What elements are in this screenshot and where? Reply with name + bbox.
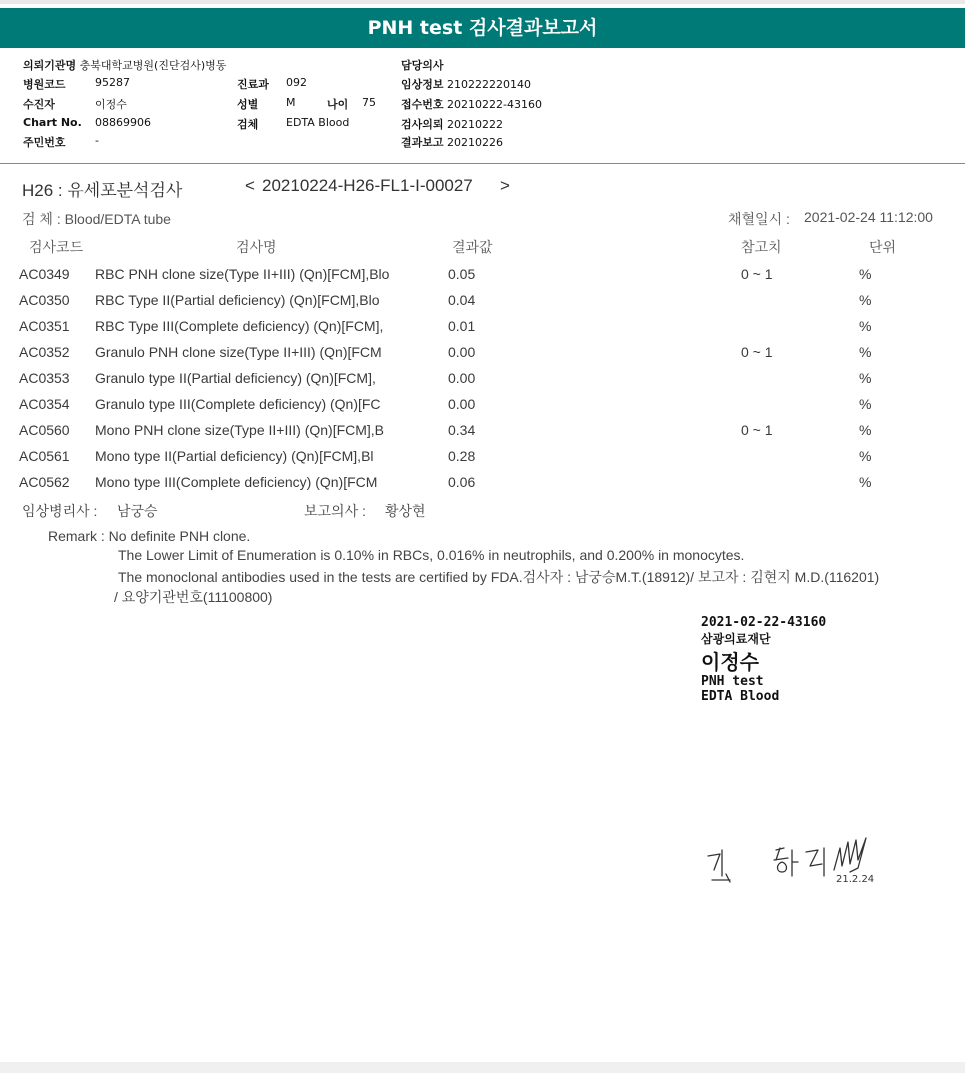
row-result: 0.01 [448,318,476,334]
institution-label: 의뢰기관명 [23,59,77,72]
reception-value: 20210222-43160 [447,98,542,111]
chart-value: 08869906 [95,116,151,129]
rrn-label: 주민번호 [23,136,66,149]
stamp-line-4: PNH test [701,674,764,689]
row-unit: % [859,292,872,308]
row-unit: % [859,396,872,412]
row-name: RBC Type III(Complete deficiency) (Qn)[FCM], [95,318,384,334]
collector-label: 수진자 [23,98,55,111]
table-row [0,474,965,500]
sex-label: 성별 [237,98,259,111]
header-unit: 단위 [869,239,897,255]
table-row [0,292,965,318]
doctor-label: 담당의사 [401,59,444,72]
dept-value: 092 [286,76,307,89]
institution-value: 충북대학교병원(진단검사)병동 [79,59,227,72]
row-name: Granulo PNH clone size(Type II+III) (Qn)[FCM [95,344,382,360]
prev-record-button[interactable]: < [245,176,255,195]
remark-line-2: The Lower Limit of Enumeration is 0.10% in RBCs, 0.016% in neutrophils, and 0.200% in monocytes. [118,547,745,563]
row-code: AC0349 [19,266,70,282]
row-code: AC0350 [19,292,70,308]
row-unit: % [859,474,872,490]
row-name: RBC PNH clone size(Type II+III) (Qn)[FCM],Blo [95,266,390,282]
row-code: AC0353 [19,370,70,386]
table-row [0,422,965,448]
row-ref: 0 ~ 1 [741,422,773,438]
clinical-label: 임상정보 [401,78,444,91]
row-result: 0.00 [448,370,476,386]
chart-label: Chart No. [23,116,82,129]
row-name: Mono type III(Complete deficiency) (Qn)[FCM [95,474,378,490]
header-ref: 참고치 [741,239,782,255]
remark-line-1: Remark : No definite PNH clone. [48,528,251,544]
report-date-value: 20210226 [447,136,504,149]
stamp-line-3: 이정수 [701,650,759,674]
specimen-label: 검체 [237,118,259,131]
divider [0,163,965,164]
report-date-label: 결과보고 [401,136,444,149]
row-ref: 0 ~ 1 [741,344,773,360]
table-header [0,237,965,263]
specimen-value: EDTA Blood [286,116,350,129]
request-value: 20210222 [447,118,504,131]
row-name: Mono PNH clone size(Type II+III) (Qn)[FCM],B [95,422,385,438]
table-row [0,448,965,474]
row-unit: % [859,318,872,334]
collected-label: 채혈일시 : [728,211,790,227]
row-code: AC0351 [19,318,70,334]
header-result: 결과값 [452,239,493,255]
row-ref: 0 ~ 1 [741,266,773,282]
row-result: 0.28 [448,448,476,464]
stamp-line-1: 2021-02-22-43160 [701,615,827,630]
row-unit: % [859,422,872,438]
row-code: AC0354 [19,396,70,412]
row-result: 0.00 [448,396,476,412]
row-name: Granulo type III(Complete deficiency) (Qn)[FC [95,396,381,412]
dept-label: 진료과 [237,78,269,91]
table-row [0,266,965,292]
record-code: 20210224-H26-FL1-I-00027 [262,176,473,195]
sex-value: M [286,96,296,109]
row-result: 0.04 [448,292,476,308]
signature-date: 21.2.24 [836,874,875,885]
row-result: 0.05 [448,266,476,282]
specimen-text: 검 체 : Blood/EDTA tube [22,211,171,227]
top-border [0,0,965,4]
pathologist-value: 남궁승 [117,503,158,519]
reporter-label: 보고의사 : [304,503,366,519]
header-code: 검사코드 [29,239,84,255]
pathologist-label: 임상병리사 : [22,503,98,519]
request-label: 검사의뢰 [401,118,444,131]
row-name: RBC Type II(Partial deficiency) (Qn)[FCM],Blo [95,292,380,308]
age-value: 75 [362,96,376,109]
row-unit: % [859,266,872,282]
clinical-value: 210222220140 [447,78,531,91]
table-row [0,344,965,370]
header-name: 검사명 [236,239,277,255]
hospital-code-label: 병원코드 [23,78,66,91]
row-code: AC0561 [19,448,70,464]
row-result: 0.06 [448,474,476,490]
row-result: 0.00 [448,344,476,360]
report-title: PNH test 검사결과보고서 [0,8,965,48]
handwritten-signature [700,830,900,890]
reporter-value: 황상현 [385,503,426,519]
bottom-border [0,1062,965,1073]
collected-value: 2021-02-24 11:12:00 [804,209,933,225]
collector-value: 이정수 [95,98,127,111]
row-unit: % [859,344,872,360]
next-record-button[interactable]: > [500,176,510,195]
row-name: Granulo type II(Partial deficiency) (Qn)[FCM], [95,370,376,386]
stamp-line-5: EDTA Blood [701,689,780,704]
row-name: Mono type II(Partial deficiency) (Qn)[FCM],Bl [95,448,374,464]
rrn-value: - [95,134,99,147]
table-row [0,318,965,344]
remark-line-4: / 요양기관번호(11100800) [114,589,273,605]
remark-line-3: The monoclonal antibodies used in the tests are certified by FDA.검사자 : 남궁승M.T.(18912)/ 보고자 : 김현지 M.D.(116201) [118,569,880,585]
row-code: AC0560 [19,422,70,438]
section-title: H26 : 유세포분석검사 [22,181,183,200]
reception-label: 접수번호 [401,98,444,111]
table-row [0,396,965,422]
row-result: 0.34 [448,422,476,438]
row-code: AC0352 [19,344,70,360]
hospital-code-value: 95287 [95,76,130,89]
row-unit: % [859,370,872,386]
stamp-line-2: 삼광의료재단 [701,632,771,646]
table-row [0,370,965,396]
age-label: 나이 [327,98,349,111]
row-unit: % [859,448,872,464]
row-code: AC0562 [19,474,70,490]
